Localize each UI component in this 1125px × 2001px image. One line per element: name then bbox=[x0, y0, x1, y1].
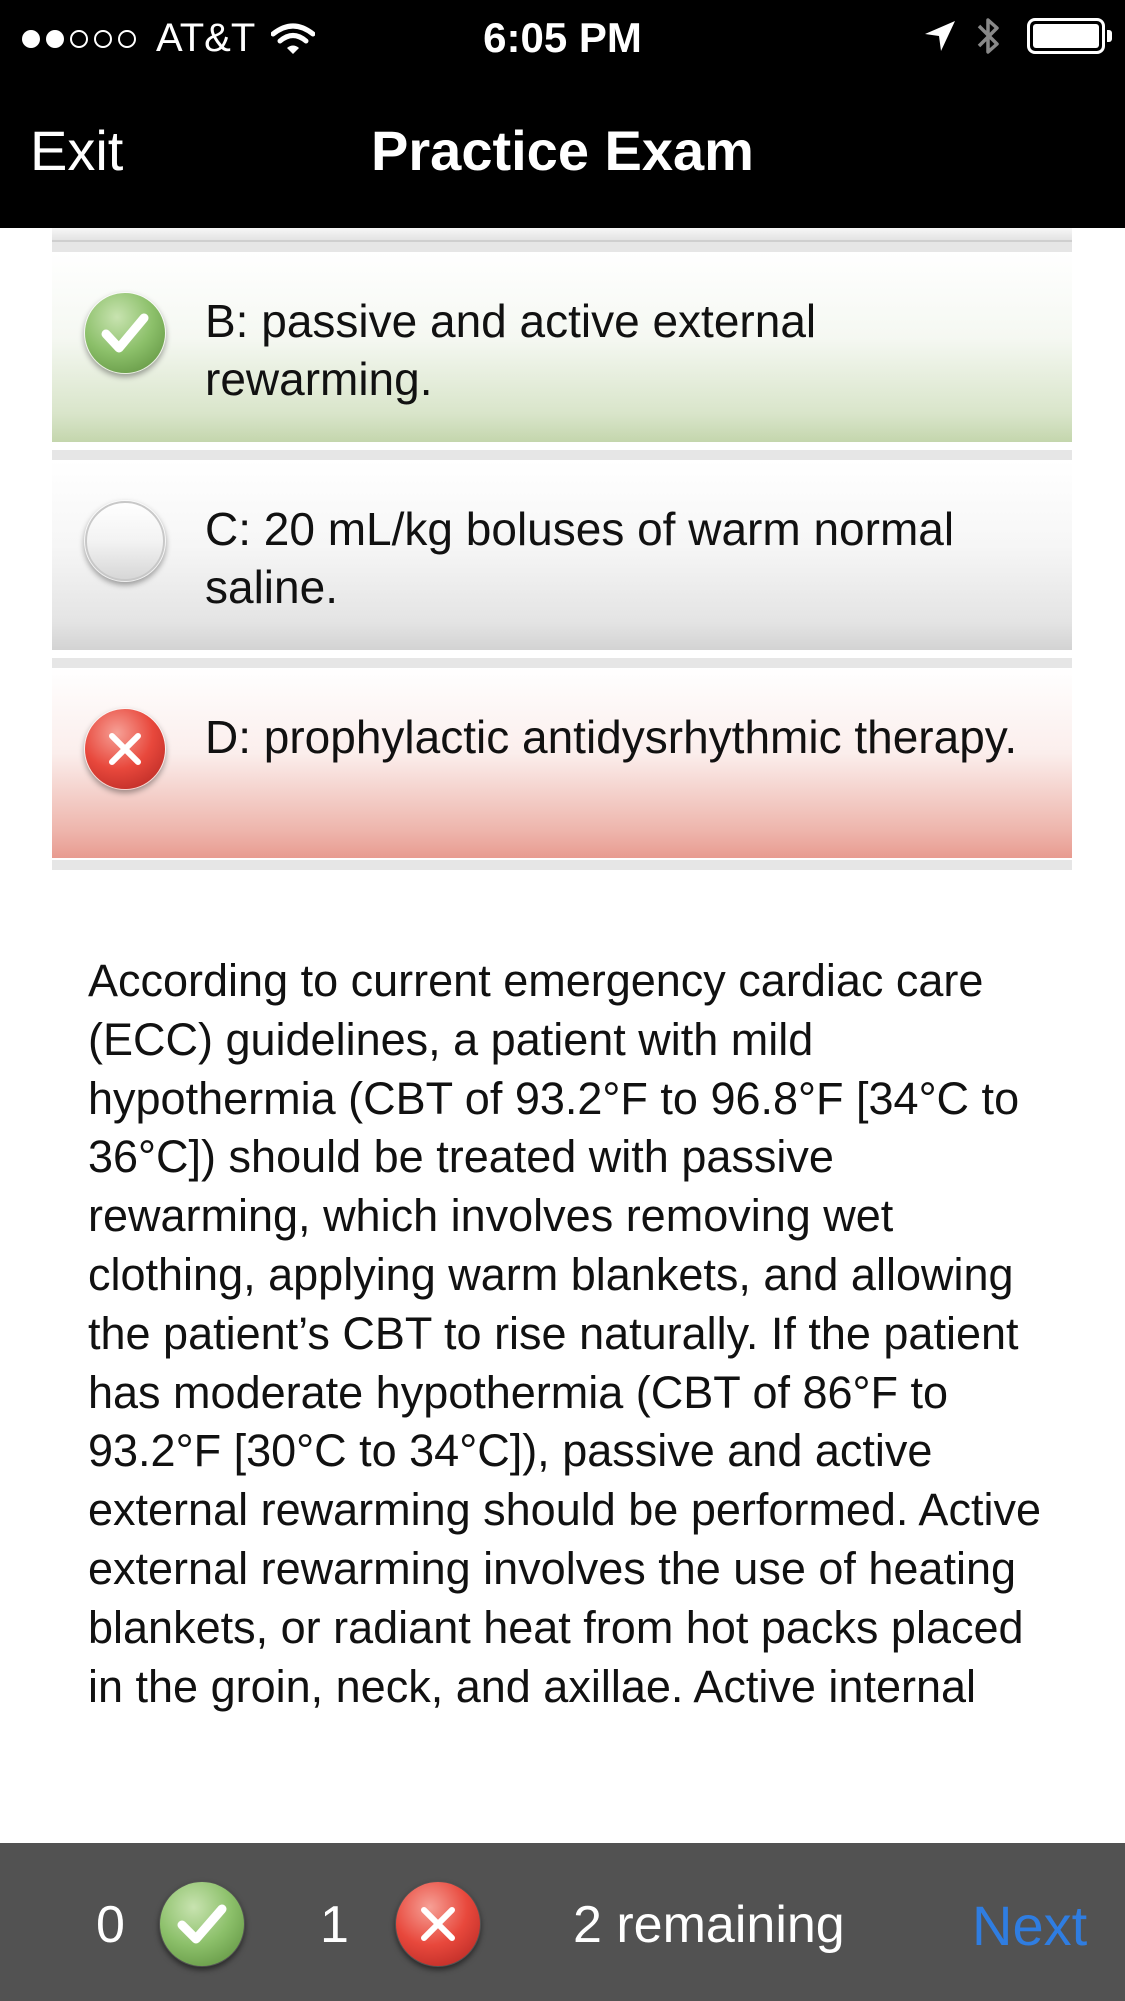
status-right bbox=[923, 14, 1105, 58]
incorrect-count: 1 bbox=[320, 1896, 349, 1954]
score-toolbar bbox=[0, 1843, 1125, 2001]
page-title: Practice Exam bbox=[371, 119, 754, 182]
answer-option-d-text: D: prophylactic antidysrhythmic therapy. bbox=[205, 711, 1018, 763]
correct-count: 0 bbox=[96, 1896, 125, 1954]
empty-radio-icon bbox=[84, 500, 166, 582]
navigation-bar bbox=[0, 78, 1125, 228]
answer-option-c[interactable] bbox=[52, 450, 1072, 650]
location-arrow-icon bbox=[923, 19, 957, 53]
checkmark-icon bbox=[84, 292, 166, 374]
answer-option-d[interactable] bbox=[52, 658, 1072, 858]
answer-option-c-text: C: 20 mL/kg boluses of warm normal saline. bbox=[205, 503, 955, 613]
next-button[interactable]: Next bbox=[972, 1894, 1088, 1957]
answer-option-b-text: B: passive and active external rewarming. bbox=[205, 295, 817, 405]
carrier-name: AT&T bbox=[156, 16, 256, 60]
bluetooth-icon bbox=[975, 14, 1003, 58]
remaining-count: 2 remaining bbox=[573, 1896, 845, 1954]
correct-checkmark-icon bbox=[159, 1881, 245, 1967]
status-bar bbox=[0, 0, 1125, 78]
x-mark-icon bbox=[84, 708, 166, 790]
options-divider bbox=[52, 860, 1072, 870]
status-time: 6:05 PM bbox=[483, 14, 642, 61]
answer-option-b[interactable] bbox=[52, 242, 1072, 442]
battery-fill bbox=[1033, 24, 1099, 48]
answer-explanation: According to current emergency cardiac care (ECC) guidelines, a patient with mild hypothermia (CBT of 93.2°F to 96.8°F [34°C to 36°C]) should be treated with passive rewarming, which involves removing wet clothing, applying warm blankets, and allowing the patient’s CBT to rise naturally. If the patient has moderate hypothermia (CBT of 86°F to 93.2°F [30°C to 34°C]), passive and active external rewarming should be performed. Active external rewarming involves the use of heating blankets, or radiant heat from hot packs placed in the groin, neck, and axillae. Active internal bbox=[88, 955, 1041, 1712]
exit-button[interactable]: Exit bbox=[30, 119, 124, 182]
incorrect-x-mark-icon bbox=[395, 1881, 481, 1967]
answer-option-partial bbox=[52, 228, 1072, 242]
battery-icon bbox=[1027, 18, 1105, 54]
